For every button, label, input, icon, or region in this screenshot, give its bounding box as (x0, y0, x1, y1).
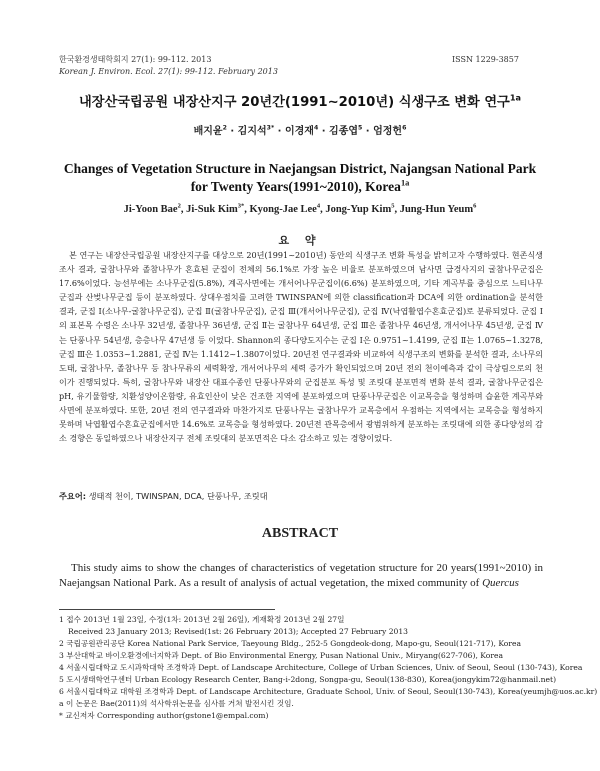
title-english-line2: for Twenty Years(1991~2010), Korea (190, 179, 401, 194)
author-kr-affiliation-mark: 5 (358, 124, 363, 132)
footnote-item (59, 698, 549, 710)
authors-korean (20, 125, 580, 139)
footnote-item (59, 626, 549, 638)
footnote-mark: * (59, 711, 66, 720)
abstract-english: This study aims to show the changes of characteristics of vegetation structure for 20 years(1991~2010) in Naejangsan National Park. As a result of analysis of actual vegetation, the mixed community of Quercus (59, 562, 543, 589)
keywords-text: 생태적 천이, TWINSPAN, DCA, 단풍나무, 조릿대 (88, 491, 268, 501)
author-separator: · (318, 126, 330, 137)
footnote-mark: 4 (59, 663, 67, 672)
footnote-mark: 6 (59, 687, 67, 696)
footnote-item (59, 686, 598, 698)
footnote-item (59, 614, 549, 626)
footnote-divider (59, 609, 275, 610)
author-separator: , (180, 204, 187, 215)
footnote-item (59, 662, 583, 674)
footnote-mark: 5 (59, 675, 67, 684)
footnote-text: Received 23 January 2013; Revised(1st: 26 February 2013); Accepted 27 February 2013 (68, 627, 409, 636)
footnote-item (59, 674, 557, 686)
author-kr-name: 배지윤 (193, 126, 223, 137)
author-separator: · (362, 126, 374, 137)
footnote-text: 서울시립대학교 도시과학대학 조경학과 Dept. of Landscape Architecture, College of Urban Sciences, Univ. of Seoul, Seoul (130-743), Korea (66, 663, 583, 672)
title-korean: 내장산국립공원 내장산지구 20년간(1991∼2010년) 식생구조 변화 연구$^{1a}$ (78, 92, 522, 110)
footnote-text: 부산대학교 바이오환경에너지학과 Dept. of Bio Environmental Energy, Pusan National Univ., Miryang(627-706), Korea (66, 651, 503, 660)
abstract-italic-genus: Quercus (482, 577, 519, 589)
author-en-affiliation-mark: 6 (473, 202, 477, 210)
author-kr-affiliation-mark: 3* (266, 124, 275, 132)
title-english-sup: 1a (400, 178, 410, 188)
footnote-mark: 1 (59, 615, 67, 624)
author-en-affiliation-mark: 2 (177, 202, 181, 210)
issn: ISSN 1229-3857 (452, 55, 519, 64)
author-separator: , (320, 204, 326, 215)
footnote-text: 교신저자 Corresponding author(gstone1@empal.com) (65, 711, 269, 720)
footnote-item (59, 710, 549, 722)
author-kr-name: 이경재 (284, 126, 314, 137)
keywords-label: 주요어: (59, 491, 87, 501)
abstract-heading: ABSTRACT (261, 526, 339, 541)
journal-citation-en: Korean J. Environ. Ecol. 27(1): 99-112. February 2013 (59, 67, 278, 76)
author-en-name: Ji-Suk Kim (186, 204, 238, 215)
authors-english (20, 203, 580, 217)
summary-heading: 요 약 (278, 234, 322, 247)
footnote-item (59, 650, 549, 662)
author-kr-affiliation-mark: 2 (222, 124, 227, 132)
footnote-item (59, 638, 549, 650)
author-separator: , (394, 204, 400, 215)
footnote-text: 이 논문은 Bae(2011)의 석사학위논문을 심사를 거쳐 발전시킨 것임. (65, 699, 294, 708)
footnote-text: 접수 2013년 1월 23일, 수정(1차: 2013년 2월 26일), 게재확정 2013년 2월 27일 (66, 615, 345, 624)
author-kr-name: 엄정헌 (373, 126, 403, 137)
author-kr-affiliation-mark: 6 (402, 124, 407, 132)
journal-citation-kr: 한국환경생태학회지 27(1): 99-112. 2013 (59, 55, 212, 64)
footnote-mark: a (59, 699, 66, 708)
footnote-text: 국립공원관리공단 Korea National Park Service, Taeyoung Bldg., 252-5 Gongdeok-dong, Mapo-gu, Seoul(121-717), Korea (66, 639, 522, 648)
author-en-affiliation-mark: 3* (237, 202, 245, 210)
author-separator: · (274, 126, 285, 137)
author-en-name: Kyong-Jae Lee (249, 204, 317, 215)
author-separator: · (226, 126, 238, 137)
keywords (59, 490, 543, 502)
author-en-affiliation-mark: 4 (316, 202, 321, 210)
author-kr-affiliation-mark: 4 (313, 124, 319, 132)
footnotes (59, 614, 598, 722)
footnote-text: 서울시립대학교 대학원 조경학과 Dept. of Landscape Architecture, Graduate School, Univ. of Seoul, Seoul(130-743), Korea(yeumjh@uos.ac.kr) (66, 687, 598, 696)
author-separator: , (244, 204, 250, 215)
title-english (60, 160, 540, 196)
summary-korean: 본 연구는 내장산국립공원 내장산지구를 대상으로 20년(1991~2010년) 동안의 식생구조 변화 특성을 밝히고자 수행하였다. 현존식생 조사 결과, 굴참나무와 졸참나무가 혼효된 군집이 전체의 56.1%로 가장 높은 비율로 분포하였으며 남사면 급경사지의 굴참나무군집은 17.6%이었다. 능선부에는 소나무군집(5.8%), 계곡사면에는 개서어나무군집이(6.6%) 분포하였으며, 기타 계곡부를 중심으로 느티나무군집과 산벚나무군집 등이 분포하였다. 상대우점치를 고려한 TWINSPAN에 의한 classification과 DCA에 의한 ordination을 분석한 결과, 군집 Ⅰ(소나무-굴참나무군집), 군집 Ⅱ(굴참나무군집), 군집 Ⅲ(개서어나무군집), 군집 Ⅳ(낙엽활엽수혼효군집)로 분류되었다. 군집 Ⅰ의 표본목 수령은 소나무 32년생, 졸참나무 36년생, 군집 Ⅱ는 굴참나무 64년생, 군집 Ⅲ은 졸참나무 46년생, 개서어나무 45년생, 군집 Ⅳ는 단풍나무 54년생, 층층나무 47년생 등 이었다. Shannon의 종다양도지수는 군집 Ⅰ은 0.9751~1.4199, 군집 Ⅱ는 1.0765~1.3278, 군집 Ⅲ은 1.0353~1.2881, 군집 Ⅳ는 1.1412~1.3807이었다. 20년전 연구결과와 비교하여 식생구조의 변화를 분석한 결과, 소나무의 도태, 굴참나무, 졸참나무 등 참나무류의 세력확장, 개서어나무의 세력 증가가 확인되었으며 20년 전의 천이예측과 같이 극상림으로의 천이가 진행되었다. 특히, 굴참나무와 내장산 대표수종인 단풍나무와의 군집분포 특성 및 조릿대 분포면적 변화 분석 결과, 굴참나무군집은 pH, 유기물함량, 치환성양이온함량, 유효인산이 낮은 건조한 지역에 분포하였으며 단풍나무군집은 이교목층을 형성하며 습윤한 계곡부와 사면에 분포하였다. 또한, 20년 전의 연구결과와 마찬가지로 단풍나무는 굴참나무가 교목층에서 우점하는 지역에서는 교목층을 형성하지 못하며 낙엽활엽수혼효군집에서만 14.6%로 교목층을 형성하였다. 20년전 관목층에서 광범위하게 분포하는 조릿대에 의한 종다양성의 감소 경향은 동일하였으나 내장산지구 전체 조릿대의 분포면적은 다소 감소하고 있는 경향이었다. (59, 250, 543, 444)
footnote-text: 도시생태학연구센터 Urban Ecology Research Center, Bang-i-2dong, Songpa-gu, Seoul(138-830), Korea(jongykim72@hanmail.net) (66, 675, 557, 684)
author-kr-name: 김종엽 (329, 126, 359, 137)
footnote-mark: 3 (59, 651, 67, 660)
title-english-line1: Changes of Vegetation Structure in Naejangsan District, Najangsan National Park (63, 161, 537, 176)
author-en-name: Jung-Hun Yeum (399, 204, 474, 215)
author-en-name: Jong-Yup Kim (325, 204, 392, 215)
author-en-affiliation-mark: 5 (391, 202, 395, 210)
author-en-name: Ji-Yoon Bae (123, 204, 178, 215)
author-kr-name: 김지석 (237, 126, 267, 137)
footnote-mark: 2 (59, 639, 67, 648)
title-korean-sup: 1a (509, 92, 522, 103)
